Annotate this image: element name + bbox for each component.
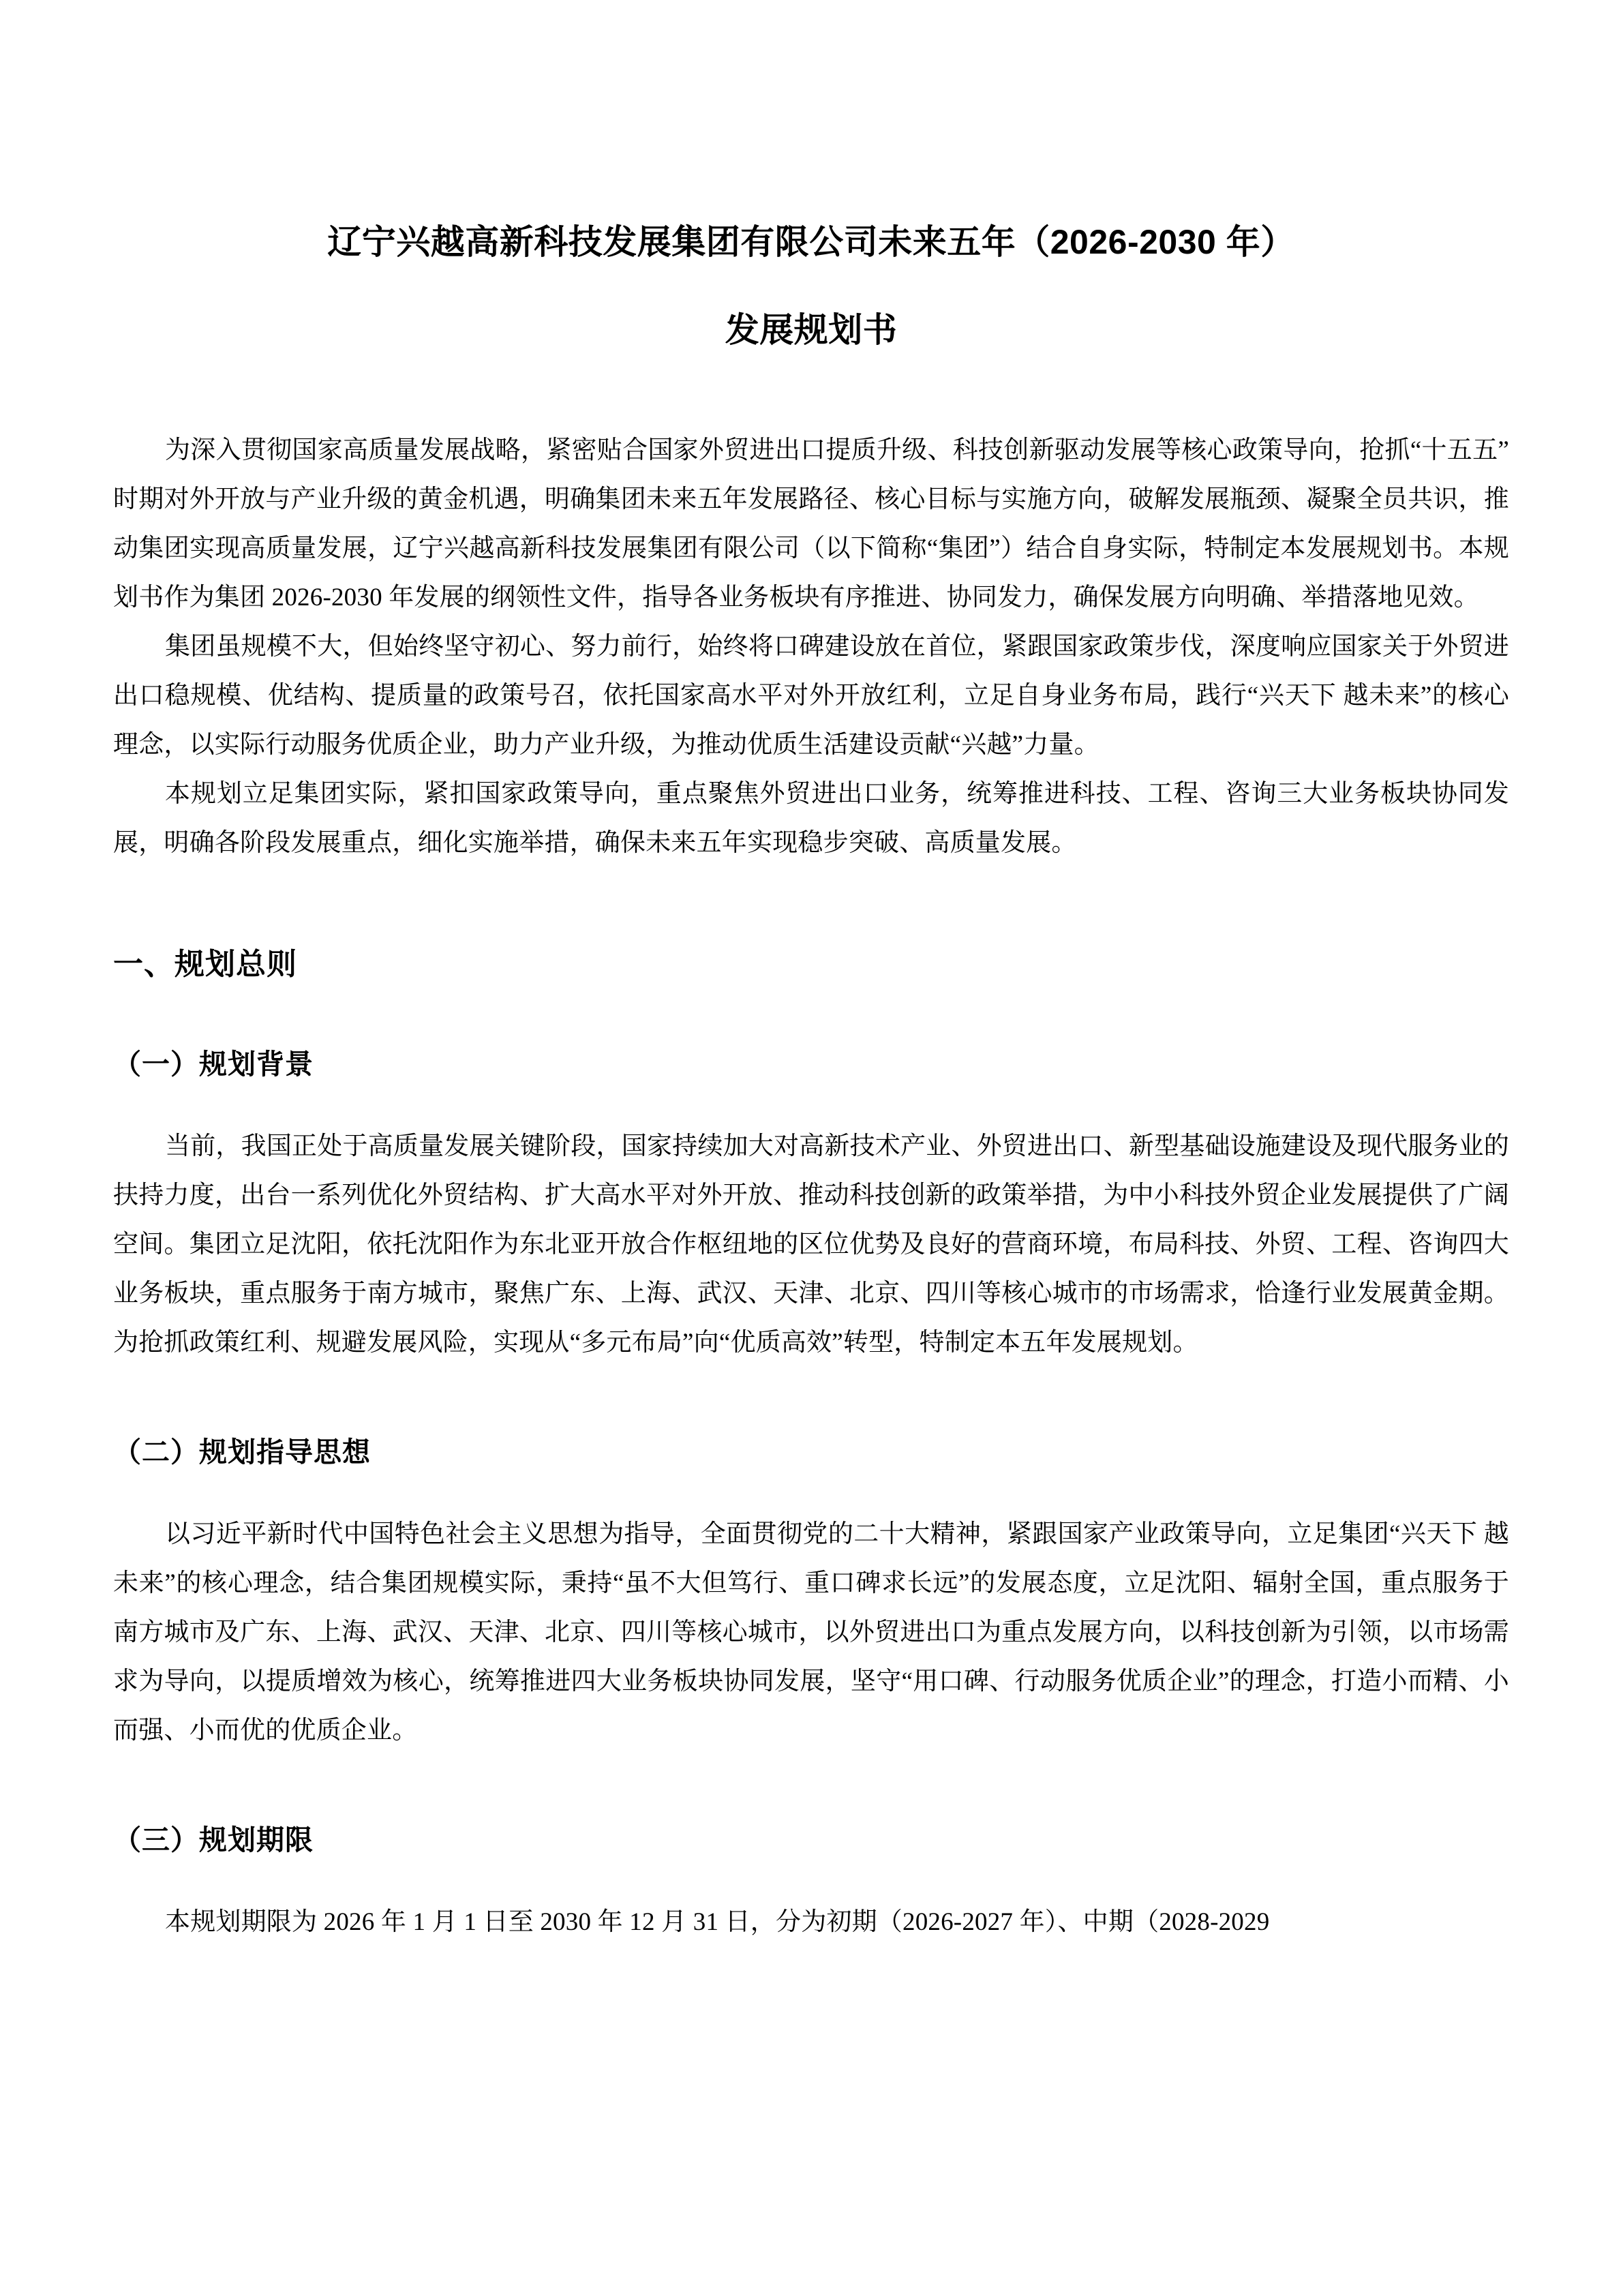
page-content xyxy=(113,0,1509,1947)
heading-spacer xyxy=(113,980,1509,1051)
heading-spacer xyxy=(113,868,1509,950)
heading-spacer xyxy=(113,1368,1509,1438)
section-heading-1: 一、规划总则 xyxy=(113,948,297,981)
subsection-paragraph-1-1: 当前，我国正处于高质量发展关键阶段，国家持续加大对高新技术产业、外贸进出口、新型基础设施建设及现代服务业的扶持力度，出台一系列优化外贸结构、扩大高水平对外开放、推动科技创新的政策举措，为中小科技外贸企业发展提供了广阔空间。集团立足沈阳，依托沈阳作为东北亚开放合作枢纽地的区位优势及良好的营商环境，布局科技、外贸、工程、咨询四大业务板块，重点服务于南方城市，聚焦广东、上海、武汉、天津、北京、四川等核心城市的市场需求，恰逢行业发展黄金期。为抢抓政策红利、规避发展风险，实现从“多元布局”向“优质高效”转型，特制定本五年发展规划。 xyxy=(113,1132,1509,1357)
subsection-heading-1-3: （三）规划期限 xyxy=(113,1824,314,1856)
heading-spacer xyxy=(113,1755,1509,1826)
document-title xyxy=(113,225,1509,347)
subsection-heading-1-2: （二）规划指导思想 xyxy=(113,1436,371,1468)
subsection-paragraph-1-3: 本规划期限为 2026 年 1 月 1 日至 2030 年 12 月 31 日，分为初期（2026-2027 年）、中期（2028-2029 xyxy=(165,1908,1270,1936)
document-title-line-2: 发展规划书 xyxy=(725,311,898,349)
subsection-heading-1-1: （一）规划背景 xyxy=(113,1048,314,1080)
document-title-line-1: 辽宁兴越高新科技发展集团有限公司未来五年（2026-2030 年） xyxy=(327,223,1295,261)
preamble-paragraph-1: 为深入贯彻国家高质量发展战略，紧密贴合国家外贸进出口提质升级、科技创新驱动发展等核心政策导向，抢抓“十五五”时期对外开放与产业升级的黄金机遇，明确集团未来五年发展路径、核心目标与实施方向，破解发展瓶颈、凝聚全员共识，推动集团实现高质量发展，辽宁兴越高新科技发展集团有限公司（以下简称“集团”）结合自身实际，特制定本发展规划书。本规划书作为集团 2026-2030 年发展的纲领性文件，指导各业务板块有序推进、协同发力，确保发展方向明确、举措落地见效。 xyxy=(113,436,1509,611)
subsection-paragraph-1-2: 以习近平新时代中国特色社会主义思想为指导，全面贯彻党的二十大精神，紧跟国家产业政策导向，立足集团“兴天下 越未来”的核心理念，结合集团规模实际，秉持“虽不大但笃行、重口碑求长远”的发展态度，立足沈阳、辐射全国，重点服务于南方城市及广东、上海、武汉、天津、北京、四川等核心城市，以外贸进出口为重点发展方向，以科技创新为引领，以市场需求为导向，以提质增效为核心，统筹推进四大业务板块协同发展，坚守“用口碑、行动服务优质企业”的理念，打造小而精、小而强、小而优的优质企业。 xyxy=(113,1520,1509,1744)
preamble-paragraph-3: 本规划立足集团实际，紧扣国家政策导向，重点聚焦外贸进出口业务，统筹推进科技、工程、咨询三大业务板块协同发展，明确各阶段发展重点，细化实施举措，确保未来五年实现稳步突破、高质量发展。 xyxy=(113,780,1509,857)
preamble-paragraph-2: 集团虽规模不大，但始终坚守初心、努力前行，始终将口碑建设放在首位，紧跟国家政策步伐，深度响应国家关于外贸进出口稳规模、优结构、提质量的政策号召，依托国家高水平对外开放红利，立足自身业务布局，践行“兴天下 越未来”的核心理念，以实际行动服务优质企业，助力产业升级，为推动优质生活建设贡献“兴越”力量。 xyxy=(113,633,1509,759)
